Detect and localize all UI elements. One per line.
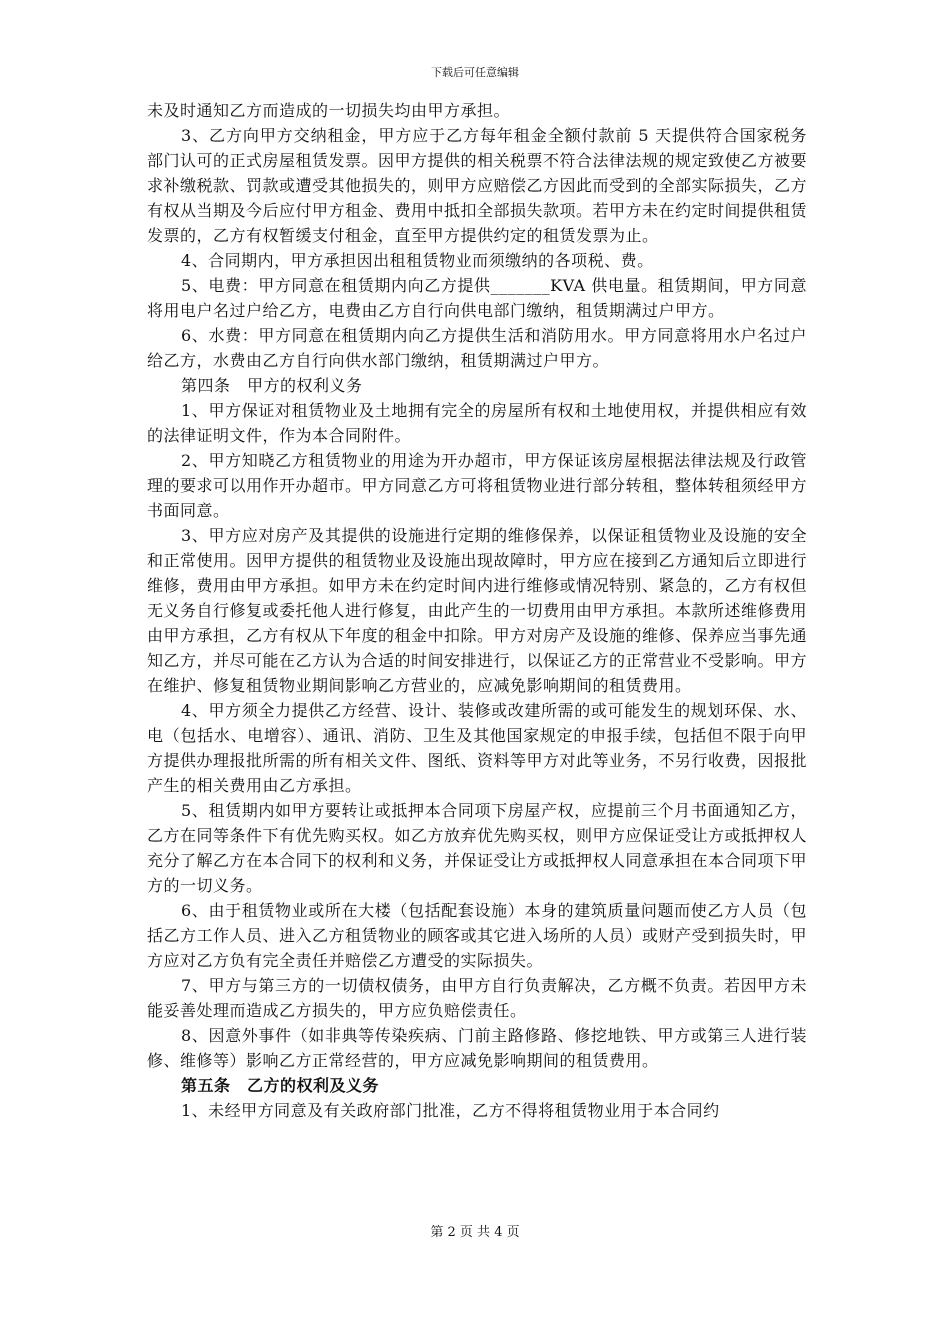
paragraph: 4、合同期内，甲方承担因出租租赁物业而须缴纳的各项税、费。 xyxy=(181,251,654,270)
paragraph: 4、甲方须全力提供乙方经营、设计、装修或改建所需的或可能发生的规划环保、水、电（包括水、电增容）、通讯、消防、卫生及其他国家规定的申报手续，包括但不限于向甲方提供办理报批所需的所有相关文件、图纸、资料等甲方对此等业务，不另行收费，因报批产生的相关费用由乙方承担。 xyxy=(147,701,808,795)
paragraph: 5、租赁期内如甲方要转让或抵押本合同项下房屋产权，应提前三个月书面通知乙方，乙方在同等条件下有优先购买权。如乙方放弃优先购买权，则甲方应保证受让方或抵押权人充分了解乙方在本合同下的权利和义务，并保证受让方或抵押权人同意承担在本合同项下甲方的一切义务。 xyxy=(147,801,808,895)
paragraph: 3、乙方向甲方交纳租金，甲方应于乙方每年租金全额付款前 5 天提供符合国家税务部门认可的正式房屋租赁发票。因甲方提供的相关税票不符合法律法规的规定致使乙方被要求补缴税款、罚款或遭受其他损失的，则甲方应赔偿乙方因此而受到的全部实际损失，乙方有权从当期及今后应付甲方租金、费用中抵扣全部损失款项。若甲方未在约定时间提供租赁发票的，乙方有权暂缓支付租金，直至甲方提供约定的租赁发票为止。 xyxy=(147,126,808,245)
paragraph: 1、未经甲方同意及有关政府部门批准，乙方不得将租赁物业用于本合同约 xyxy=(181,1101,720,1120)
paragraph: 2、甲方知晓乙方租赁物业的用途为开办超市，甲方保证该房屋根据法律法规及行政管理的要求可以用作开办超市。甲方同意乙方可将租赁物业进行部分转租，整体转租须经甲方书面同意。 xyxy=(147,451,808,520)
paragraph: 5、电费：甲方同意在租赁期内向乙方提供_______KVA 供电量。租赁期间，甲方同意将用电户名过户给乙方，电费由乙方自行向供电部门缴纳，租赁期满过户甲方。 xyxy=(147,276,807,320)
paragraph: 3、甲方应对房产及其提供的设施进行定期的维修保养，以保证租赁物业及设施的安全和正常使用。因甲方提供的租赁物业及设施出现故障时，甲方应在接到乙方通知后立即进行维修，费用由甲方承担。如甲方未在约定时间内进行维修或情况特别、紧急的，乙方有权但无义务自行修复或委托他人进行修复，由此产生的一切费用由甲方承担。本款所述维修费用由甲方承担，乙方有权从下年度的租金中扣除。甲方对房产及设施的维修、保养应当事先通知乙方，并尽可能在乙方认为合适的时间安排进行，以保证乙方的正常营业不受影响。甲方在维护、修复租赁物业期间影响乙方营业的，应减免影响期间的租赁费用。 xyxy=(147,526,808,695)
section-heading: 第五条 乙方的权利及义务 xyxy=(181,1076,380,1095)
paragraph: 7、甲方与第三方的一切债权债务，由甲方自行负责解决，乙方概不负责。若因甲方未能妥善处理而造成乙方损失的，甲方应负赔偿责任。 xyxy=(147,976,807,1020)
paragraph: 未及时通知乙方而造成的一切损失均由甲方承担。 xyxy=(147,101,511,120)
paragraph: 1、甲方保证对租赁物业及土地拥有完全的房屋所有权和土地使用权，并提供相应有效的法律证明文件，作为本合同附件。 xyxy=(147,401,807,445)
paragraph: 8、因意外事件（如非典等传染疾病、门前主路修路、修挖地铁、甲方或第三人进行装修、维修等）影响乙方正常经营的，甲方应减免影响期间的租赁费用。 xyxy=(147,1026,807,1070)
page-footer: 第 2 页 共 4 页 xyxy=(430,1225,520,1240)
section-heading: 第四条 甲方的权利义务 xyxy=(181,376,363,395)
page-header: 下载后可任意编辑 xyxy=(431,66,519,79)
document-body xyxy=(147,98,807,1123)
paragraph: 6、由于租赁物业或所在大楼（包括配套设施）本身的建筑质量问题而使乙方人员（包括乙方工作人员、进入乙方租赁物业的顾客或其它进入场所的人员）或财产受到损失时，甲方应对乙方负有完全责任并赔偿乙方遭受的实际损失。 xyxy=(147,901,808,970)
paragraph: 6、水费：甲方同意在租赁期内向乙方提供生活和消防用水。甲方同意将用水户名过户给乙方，水费由乙方自行向供水部门缴纳，租赁期满过户甲方。 xyxy=(147,326,807,370)
